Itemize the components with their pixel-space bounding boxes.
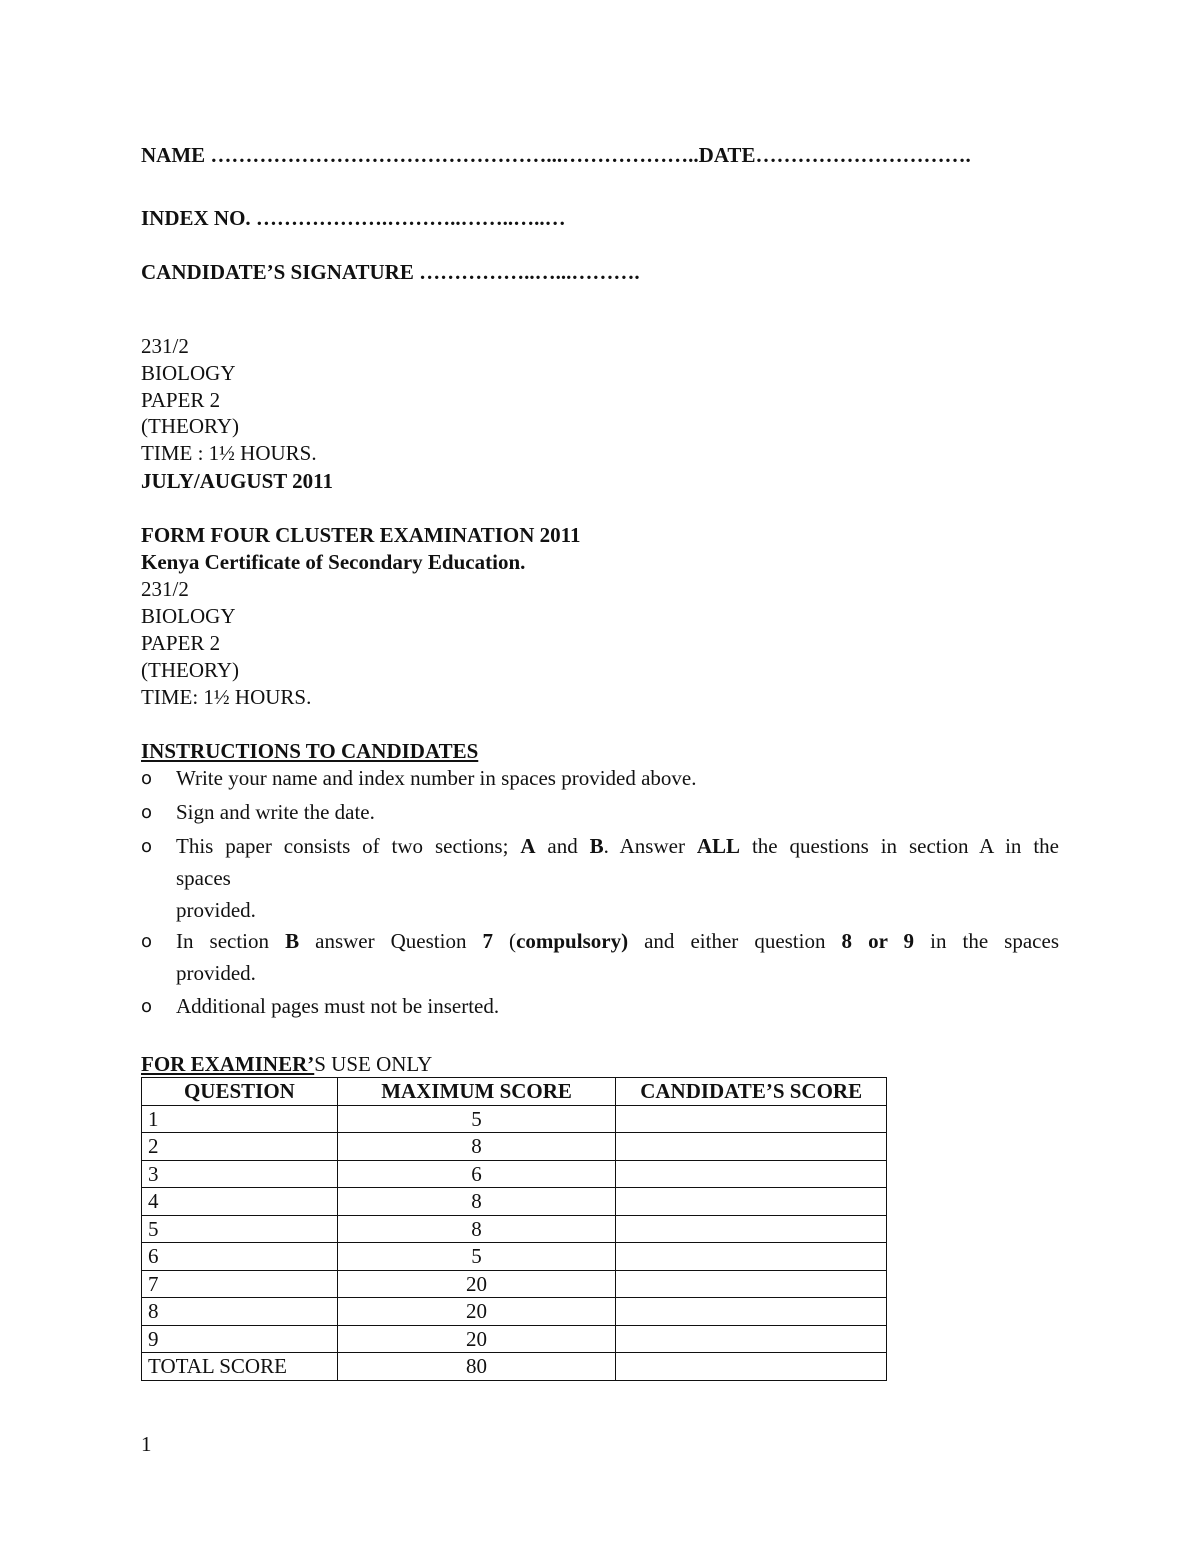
table-row bbox=[142, 1243, 887, 1271]
table-row-total bbox=[142, 1353, 887, 1381]
max-score-cell: 8 bbox=[337, 1215, 616, 1243]
question-cell: 3 bbox=[142, 1160, 338, 1188]
paper-type-2: (THEORY) bbox=[141, 658, 239, 682]
paper-number: PAPER 2 bbox=[141, 388, 221, 412]
instruction-item bbox=[176, 830, 1059, 926]
candidate-score-cell[interactable] bbox=[616, 1188, 887, 1216]
candidate-score-cell[interactable] bbox=[616, 1270, 887, 1298]
page-number: 1 bbox=[141, 1432, 152, 1456]
max-score-cell: 5 bbox=[337, 1105, 616, 1133]
bullet-icon: o bbox=[141, 768, 153, 789]
total-max-score-cell: 80 bbox=[337, 1353, 616, 1381]
max-score-cell: 6 bbox=[337, 1160, 616, 1188]
max-score-cell: 8 bbox=[337, 1188, 616, 1216]
column-header-maximum-score: MAXIMUM SCORE bbox=[337, 1078, 616, 1106]
question-cell: 8 bbox=[142, 1298, 338, 1326]
candidate-score-cell[interactable] bbox=[616, 1215, 887, 1243]
max-score-cell: 8 bbox=[337, 1133, 616, 1161]
instruction-item-line: This paper consists of two sections; A and B. Answer ALL the questions in section A in the bbox=[176, 834, 1059, 858]
instruction-item bbox=[176, 925, 1059, 989]
paper-type: (THEORY) bbox=[141, 414, 239, 438]
instruction-item-line: In section B answer Question 7 (compulsory) and either question 8 or 9 in the spaces bbox=[176, 929, 1059, 953]
table-row bbox=[142, 1105, 887, 1133]
max-score-cell: 5 bbox=[337, 1243, 616, 1271]
table-row bbox=[142, 1298, 887, 1326]
exam-session: JULY/AUGUST 2011 bbox=[141, 469, 333, 493]
total-candidate-score-cell[interactable] bbox=[616, 1353, 887, 1381]
table-row bbox=[142, 1188, 887, 1216]
column-header-candidate-score: CANDIDATE’S SCORE bbox=[616, 1078, 887, 1106]
question-cell: 4 bbox=[142, 1188, 338, 1216]
exam-title: FORM FOUR CLUSTER EXAMINATION 2011 bbox=[141, 523, 581, 547]
certificate-title: Kenya Certificate of Secondary Education. bbox=[141, 550, 526, 574]
instruction-item-line: spaces bbox=[176, 866, 231, 890]
instruction-item-line: provided. bbox=[176, 961, 256, 985]
question-cell: 7 bbox=[142, 1270, 338, 1298]
column-header-question: QUESTION bbox=[142, 1078, 338, 1106]
paper-time-2: TIME: 1½ HOURS. bbox=[141, 685, 312, 709]
total-score-label: TOTAL SCORE bbox=[142, 1353, 338, 1381]
candidate-signature-field[interactable]: CANDIDATE’S SIGNATURE ……………..…...………. bbox=[141, 260, 640, 284]
instructions-heading: INSTRUCTIONS TO CANDIDATES bbox=[141, 739, 479, 763]
question-cell: 6 bbox=[142, 1243, 338, 1271]
table-row bbox=[142, 1133, 887, 1161]
index-number-field[interactable]: INDEX NO. ……………….………..……..…..… bbox=[141, 206, 566, 230]
bullet-icon: o bbox=[141, 931, 153, 952]
subject-name-2: BIOLOGY bbox=[141, 604, 236, 628]
paper-code-2: 231/2 bbox=[141, 577, 189, 601]
table-header-row bbox=[142, 1078, 887, 1106]
instruction-item: Additional pages must not be inserted. bbox=[176, 994, 500, 1018]
max-score-cell: 20 bbox=[337, 1325, 616, 1353]
paper-number-2: PAPER 2 bbox=[141, 631, 221, 655]
candidate-score-cell[interactable] bbox=[616, 1325, 887, 1353]
candidate-score-cell[interactable] bbox=[616, 1243, 887, 1271]
instruction-item: Sign and write the date. bbox=[176, 800, 375, 824]
question-cell: 9 bbox=[142, 1325, 338, 1353]
table-row bbox=[142, 1215, 887, 1243]
question-cell: 1 bbox=[142, 1105, 338, 1133]
examiner-heading: FOR EXAMINER’S USE ONLY bbox=[141, 1052, 433, 1076]
bullet-icon: o bbox=[141, 836, 153, 857]
bullet-icon: o bbox=[141, 802, 153, 823]
instruction-item-line: provided. bbox=[176, 898, 256, 922]
table-row bbox=[142, 1270, 887, 1298]
table-row bbox=[142, 1325, 887, 1353]
max-score-cell: 20 bbox=[337, 1298, 616, 1326]
table-row bbox=[142, 1160, 887, 1188]
question-cell: 5 bbox=[142, 1215, 338, 1243]
question-cell: 2 bbox=[142, 1133, 338, 1161]
paper-time: TIME : 1½ HOURS. bbox=[141, 441, 317, 465]
score-table bbox=[141, 1077, 887, 1381]
bullet-icon: o bbox=[141, 996, 153, 1017]
instruction-item: Write your name and index number in spaces provided above. bbox=[176, 766, 697, 790]
candidate-score-cell[interactable] bbox=[616, 1160, 887, 1188]
subject-name: BIOLOGY bbox=[141, 361, 236, 385]
name-date-field[interactable]: NAME …………………………………………...………………..DATE…………………………. bbox=[141, 143, 971, 167]
candidate-score-cell[interactable] bbox=[616, 1105, 887, 1133]
candidate-score-cell[interactable] bbox=[616, 1298, 887, 1326]
max-score-cell: 20 bbox=[337, 1270, 616, 1298]
paper-code: 231/2 bbox=[141, 334, 189, 358]
candidate-score-cell[interactable] bbox=[616, 1133, 887, 1161]
